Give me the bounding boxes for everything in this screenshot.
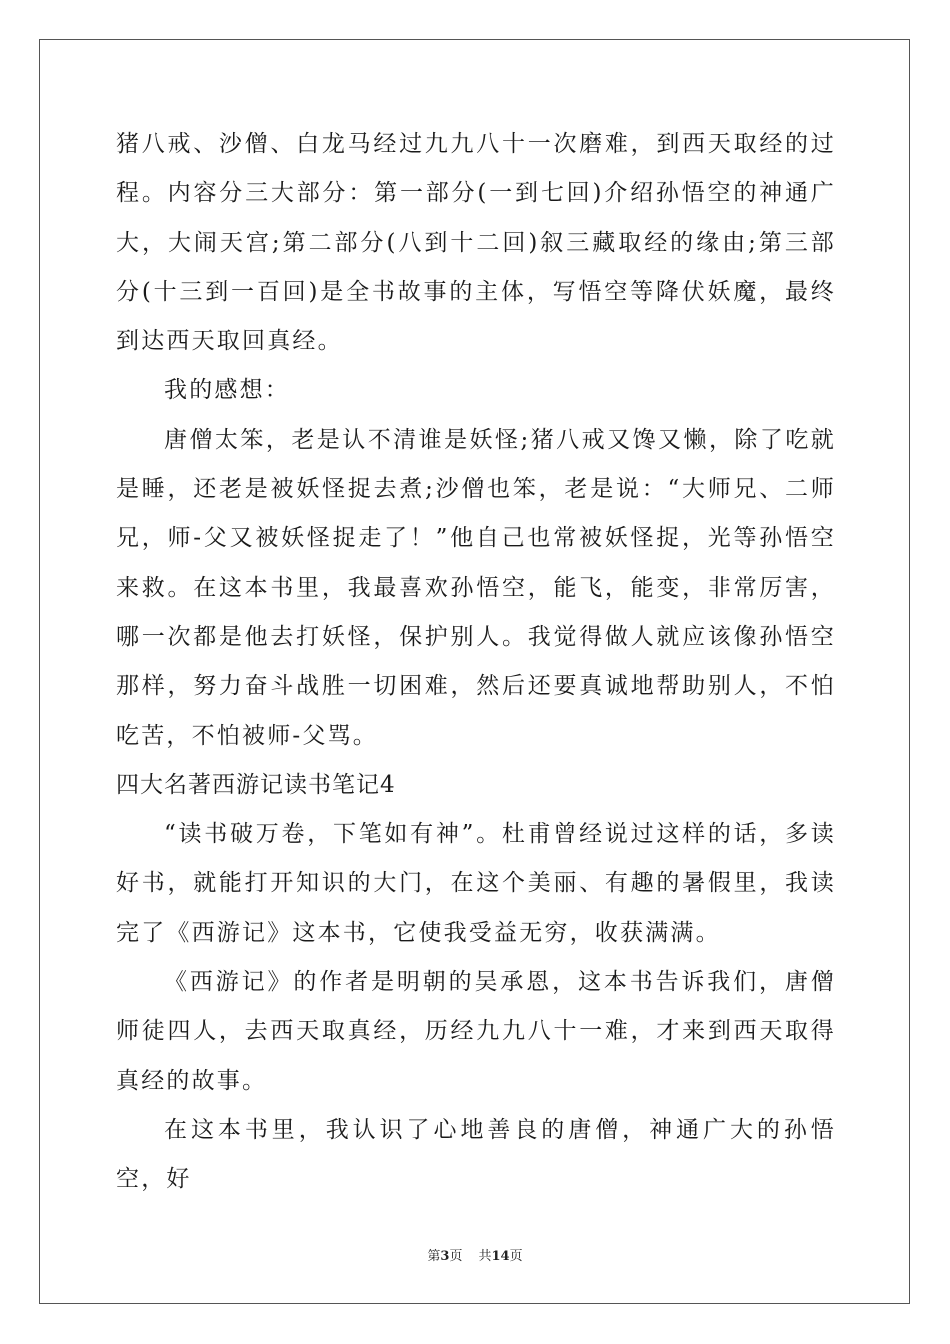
total-pages: 14 bbox=[491, 1249, 510, 1264]
section-heading: 四大名著西游记读书笔记4 bbox=[116, 771, 396, 798]
paragraph-5: 《西游记》的作者是明朝的吴承恩，这本书告诉我们，唐僧师徒四人，去西天取真经，历经九九八十一难，才来到西天取得真经的故事。 bbox=[116, 969, 836, 1094]
paragraph-3: 唐僧太笨，老是认不清谁是妖怪;猪八戒又馋又懒，除了吃就是睡，还老是被妖怪捉去煮;沙僧也笨，老是说：“大师兄、二师兄，师-父又被妖怪捉走了！”他自己也常被妖怪捉，光等孙悟空来救。在这本书里，我最喜欢孙悟空，能飞，能变，非常厉害，哪一次都是他去打妖怪，保护别人。我觉得做人就应该像孙悟空那样，努力奋斗战胜一切困难，然后还要真诚地帮助别人，不怕吃苦，不怕被师-父骂。 bbox=[116, 426, 836, 749]
total-prefix: 共 bbox=[478, 1249, 492, 1264]
page-prefix: 第 bbox=[427, 1249, 441, 1264]
paragraph-4: “读书破万卷，下笔如有神”。杜甫曾经说过这样的话，多读好书，就能打开知识的大门，在这个美丽、有趣的暑假里，我读完了《西游记》这本书，它使我受益无穷，收获满满。 bbox=[116, 821, 836, 946]
page-footer bbox=[0, 1249, 950, 1265]
paragraph-2: 我的感想： bbox=[164, 377, 290, 404]
paragraph-6: 在这本书里，我认识了心地善良的唐僧，神通广大的孙悟空，好 bbox=[116, 1116, 836, 1193]
document-body bbox=[116, 120, 836, 1205]
page-suffix: 页 bbox=[449, 1249, 463, 1264]
page-number: 3 bbox=[440, 1249, 450, 1264]
paragraph-1: 猪八戒、沙僧、白龙马经过九九八十一次磨难，到西天取经的过程。内容分三大部分：第一部分(一到七回)介绍孙悟空的神通广大，大闹天宫;第二部分(八到十二回)叙三藏取经的缘由;第三部分(十三到一百回)是全书故事的主体，写悟空等降伏妖魔，最终到达西天取回真经。 bbox=[116, 131, 836, 355]
total-suffix: 页 bbox=[509, 1249, 523, 1264]
